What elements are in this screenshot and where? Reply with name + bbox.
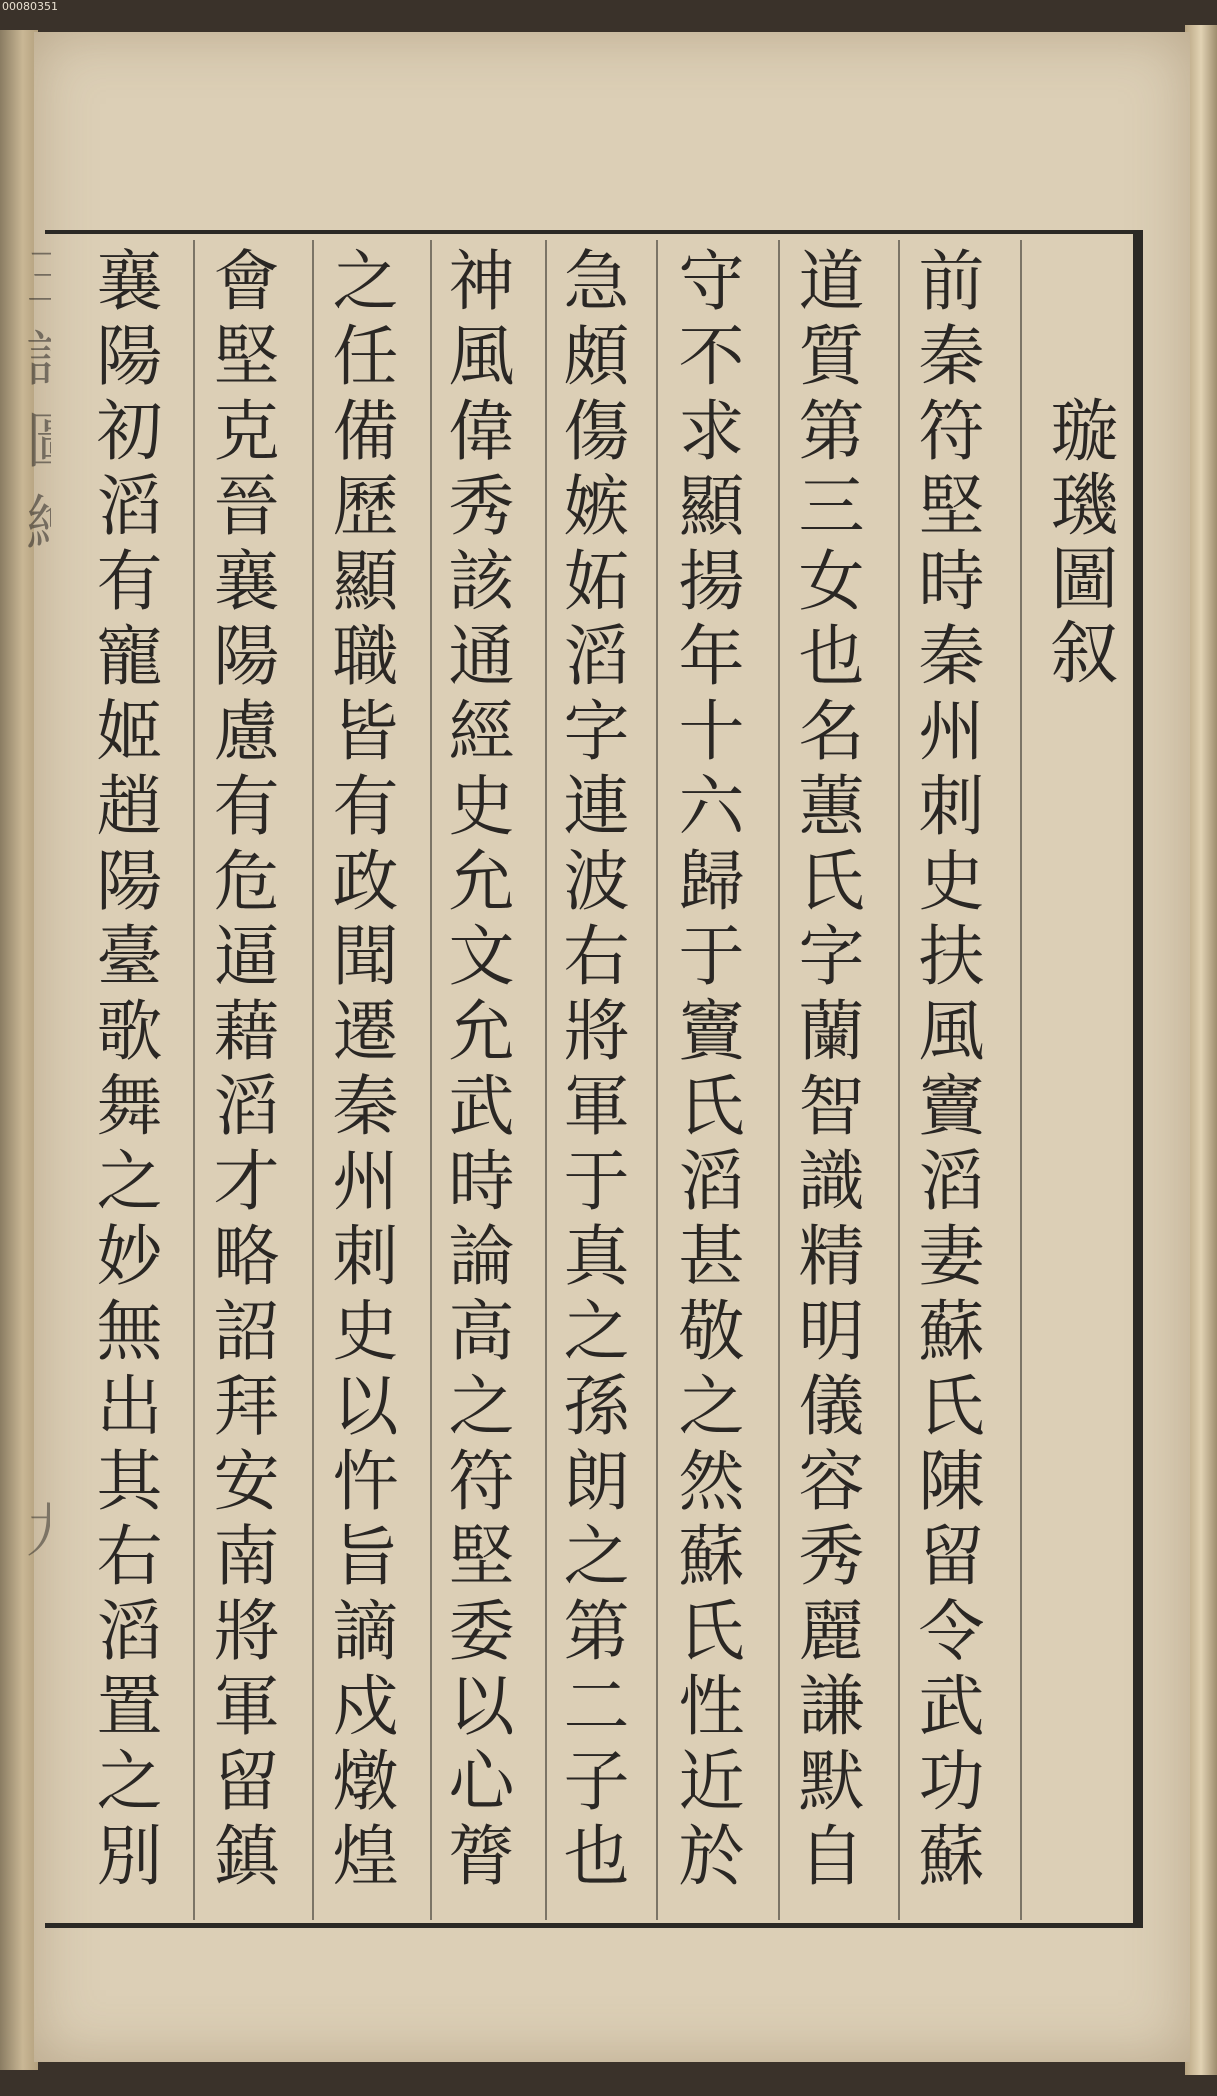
text-column-1: 前秦符堅時秦州刺史扶風竇滔妻蘇氏陳留令武功蘇: [907, 246, 984, 1896]
column-rule: [656, 240, 658, 1920]
text-column-5: 神風偉秀該通經史允文允武時論高之符堅委以心膂: [437, 246, 514, 1896]
text-column-8: 襄陽初滔有寵姬趙陽臺歌舞之妙無出其右滔置之別: [85, 246, 162, 1896]
frame-inner-rule: [1133, 230, 1135, 1928]
text-column-2: 道質第三女也名蕙氏字蘭智識精明儀容秀麗謙默自: [787, 246, 864, 1896]
text-column-7: 會堅克晉襄陽慮有危逼藉滔才略詔拜安南將軍留鎮: [202, 246, 279, 1896]
column-rule: [193, 240, 195, 1920]
column-rule: [1020, 240, 1022, 1920]
column-rule: [312, 240, 314, 1920]
text-column-3: 守不求顯揚年十六歸于竇氏滔甚敬之然蘇氏性近於: [667, 246, 744, 1896]
column-rule: [898, 240, 900, 1920]
column-rule: [430, 240, 432, 1920]
text-column-6: 之任備歷顯職皆有政聞遷秦州刺史以忤旨謫戍燉煌: [321, 246, 398, 1896]
column-rule: [545, 240, 547, 1920]
text-column-4: 急頗傷嫉妬滔字連波右將軍于真之孫朗之第二子也: [552, 246, 629, 1896]
column-rule: [778, 240, 780, 1920]
file-label: 00080351: [2, 0, 58, 13]
section-title: 璇璣圖叙: [1039, 395, 1118, 691]
